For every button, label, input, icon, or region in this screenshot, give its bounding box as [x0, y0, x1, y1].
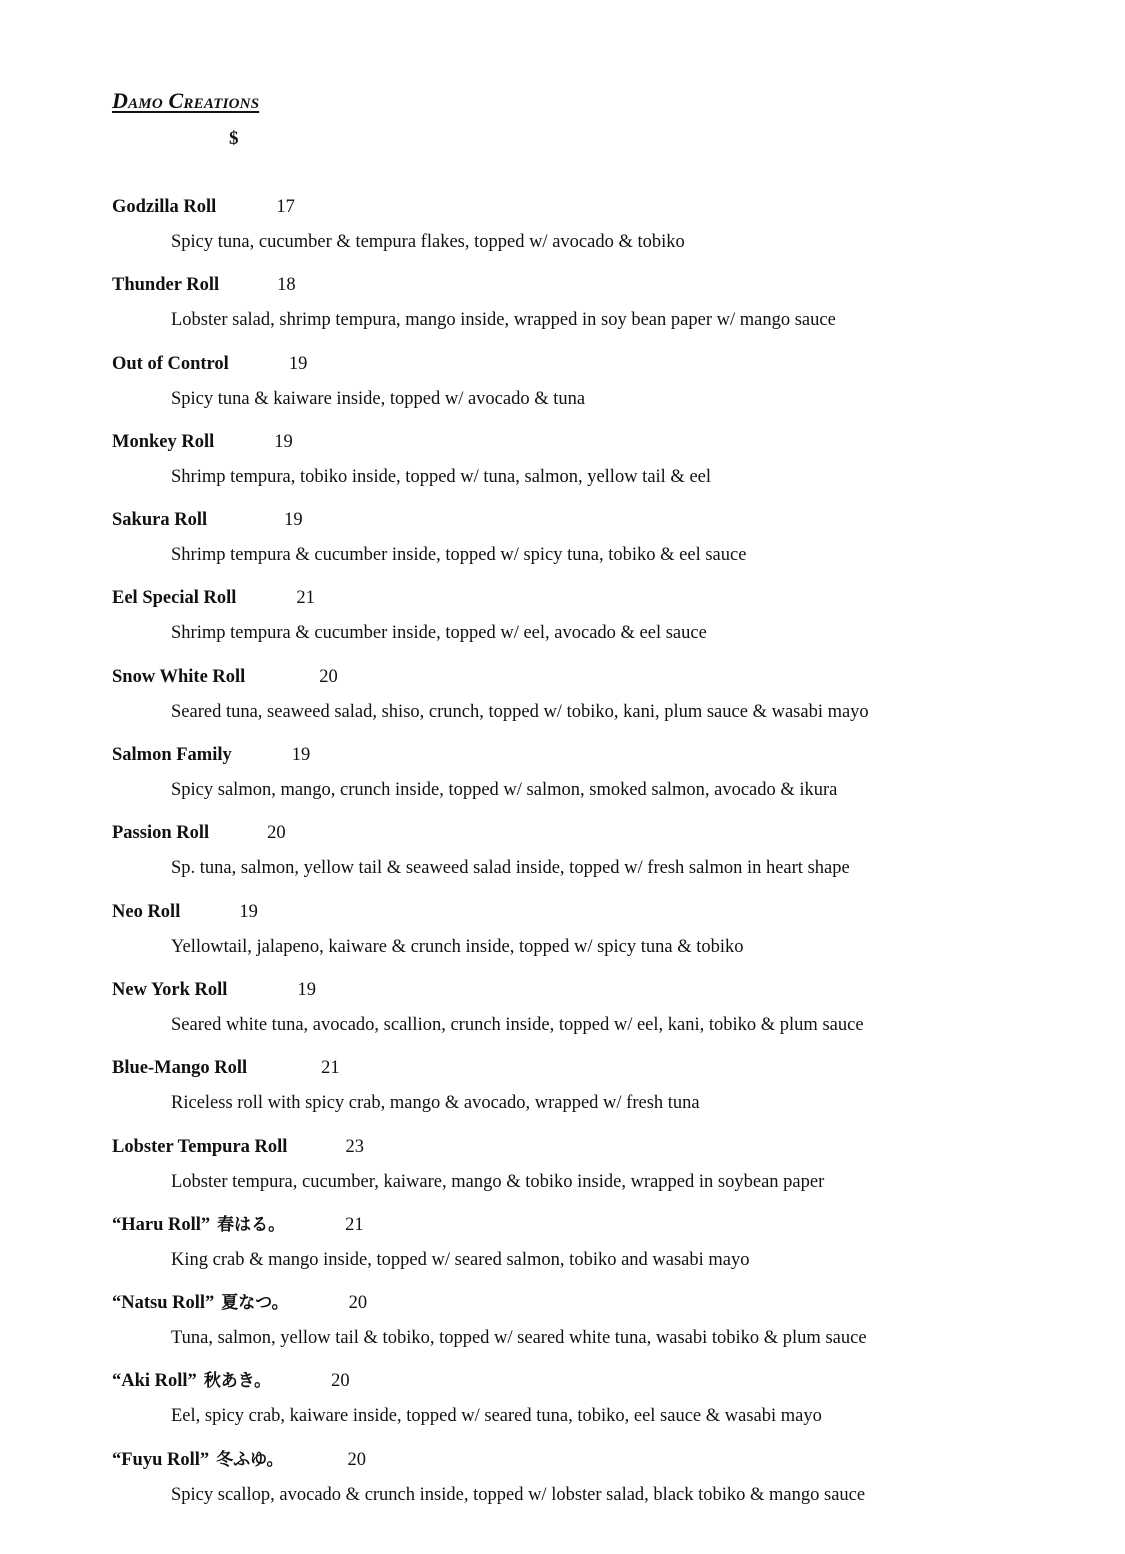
menu-item — [112, 431, 1072, 509]
menu-item-description: Shrimp tempura & cucumber inside, topped w/ eel, avocado & eel sauce — [171, 623, 707, 644]
menu-item-price: 17 — [276, 197, 295, 217]
menu-item-name: Snow White Roll — [112, 666, 246, 687]
menu-item-name: Eel Special Roll — [112, 588, 237, 609]
menu-item-name: Lobster Tempura Roll — [112, 1136, 288, 1157]
menu-item-name: Out of Control — [112, 353, 229, 374]
menu-item-price: 20 — [348, 1293, 368, 1314]
menu-item-price: 21 — [296, 588, 315, 609]
menu-item-header — [112, 1292, 1072, 1327]
menu-item-name: Thunder Roll — [112, 275, 220, 296]
menu-item-header — [112, 587, 1072, 622]
menu-item-price: 19 — [284, 510, 303, 531]
menu-item-price: 19 — [239, 901, 258, 922]
menu-item — [112, 666, 1072, 744]
menu-item-description: Shrimp tempura, tobiko inside, topped w/ tuna, salmon, yellow tail & eel — [171, 466, 712, 487]
menu-item-name: New York Roll — [112, 979, 228, 1000]
menu-item-description: Spicy scallop, avocado & crunch inside, topped w/ lobster salad, black tobiko & mango sauce — [171, 1484, 866, 1505]
menu-item-kanji: 秋あき。 — [203, 1371, 272, 1392]
menu-item-description: Sp. tuna, salmon, yellow tail & seaweed salad inside, topped w/ fresh salmon in heart shape — [171, 858, 850, 879]
menu-item-header — [112, 901, 1072, 936]
menu-item-name: Neo Roll — [112, 901, 181, 922]
menu-item-price: 19 — [297, 979, 316, 1000]
menu-item-header — [112, 509, 1072, 544]
menu-item — [112, 353, 1072, 431]
menu-item — [112, 1057, 1072, 1135]
menu-item — [112, 1370, 1072, 1448]
menu-item-price: 21 — [345, 1214, 364, 1235]
menu-item — [112, 1292, 1072, 1370]
menu-item-header — [112, 353, 1072, 388]
menu-item-list — [112, 196, 1072, 1527]
menu-item-header — [112, 666, 1072, 701]
menu-item-header — [112, 1214, 1072, 1249]
menu-item-description: Lobster salad, shrimp tempura, mango inside, wrapped in soy bean paper w/ mango sauce — [171, 310, 836, 331]
menu-item-description: Seared white tuna, avocado, scallion, crunch inside, topped w/ eel, kani, tobiko & plum sauce — [171, 1014, 864, 1035]
menu-item-name: Salmon Family — [112, 745, 232, 766]
menu-item-name: “Fuyu Roll” — [112, 1449, 210, 1470]
menu-item-price: 19 — [291, 745, 311, 766]
menu-item — [112, 274, 1072, 352]
menu-item-header — [112, 274, 1072, 309]
menu-item-kanji: 夏なつ。 — [221, 1293, 289, 1314]
menu-item — [112, 509, 1072, 587]
menu-item-kanji: 冬ふゆ。 — [216, 1449, 284, 1470]
menu-item-name: “Haru Roll” — [112, 1214, 211, 1235]
menu-item — [112, 744, 1072, 822]
menu-item-header — [112, 1057, 1072, 1092]
menu-item-header — [112, 1449, 1072, 1484]
menu-item-price: 19 — [274, 431, 293, 452]
menu-item-price: 19 — [288, 353, 308, 374]
menu-item-description: Spicy tuna & kaiware inside, topped w/ avocado & tuna — [171, 388, 586, 409]
menu-item-header — [112, 196, 1072, 231]
currency-label: $ — [229, 128, 239, 149]
menu-item — [112, 587, 1072, 665]
menu-item — [112, 196, 1072, 274]
menu-item-description: Seared tuna, seaweed salad, shiso, crunch, topped w/ tobiko, kani, plum sauce & wasabi mayo — [171, 701, 869, 722]
menu-item — [112, 1449, 1072, 1527]
menu-item-description: Spicy salmon, mango, crunch inside, topped w/ salmon, smoked salmon, avocado & ikura — [171, 780, 838, 801]
menu-item-name: “Aki Roll” — [112, 1371, 197, 1392]
menu-item-description: Lobster tempura, cucumber, kaiware, mango & tobiko inside, wrapped in soybean paper — [171, 1171, 825, 1192]
menu-item-name: “Natsu Roll” — [112, 1293, 215, 1314]
menu-item-name: Monkey Roll — [112, 431, 215, 452]
menu-item — [112, 1136, 1072, 1214]
menu-item-price: 23 — [345, 1136, 364, 1157]
menu-item-description: Yellowtail, jalapeno, kaiware & crunch inside, topped w/ spicy tuna & tobiko — [171, 936, 744, 957]
menu-item-name: Blue-Mango Roll — [112, 1058, 248, 1079]
menu-item-description: Tuna, salmon, yellow tail & tobiko, topped w/ seared white tuna, wasabi tobiko & plum sauce — [171, 1328, 867, 1349]
menu-item-description: King crab & mango inside, topped w/ seared salmon, tobiko and wasabi mayo — [171, 1249, 750, 1270]
menu-item-header — [112, 979, 1072, 1014]
menu-item-description: Riceless roll with spicy crab, mango & avocado, wrapped w/ fresh tuna — [171, 1093, 700, 1114]
menu-item — [112, 1214, 1072, 1292]
menu-item-price: 20 — [331, 1371, 350, 1392]
menu-item-header — [112, 822, 1072, 857]
menu-item-price: 20 — [347, 1449, 366, 1470]
menu-item-kanji: 春はる。 — [217, 1214, 286, 1235]
menu-item-header — [112, 744, 1072, 779]
menu-item-price: 20 — [319, 666, 338, 687]
menu-item-price: 20 — [267, 823, 286, 844]
menu-item-description: Shrimp tempura & cucumber inside, topped w/ spicy tuna, tobiko & eel sauce — [171, 545, 747, 566]
menu-item-description: Eel, spicy crab, kaiware inside, topped w/ seared tuna, tobiko, eel sauce & wasabi mayo — [171, 1406, 822, 1427]
menu-item-price: 18 — [277, 275, 296, 296]
menu-item — [112, 901, 1072, 979]
menu-item-header — [112, 431, 1072, 466]
section-title: Damo Creations — [112, 88, 260, 113]
menu-item-name: Godzilla Roll — [112, 197, 217, 217]
menu-item-name: Sakura Roll — [112, 510, 208, 531]
menu-item-price: 21 — [321, 1058, 340, 1079]
menu-item — [112, 822, 1072, 900]
menu-item-header — [112, 1136, 1072, 1171]
menu-item — [112, 979, 1072, 1057]
menu-item-header — [112, 1370, 1072, 1405]
menu-item-description: Spicy tuna, cucumber & tempura flakes, topped w/ avocado & tobiko — [171, 232, 685, 252]
menu-item-name: Passion Roll — [112, 823, 210, 844]
